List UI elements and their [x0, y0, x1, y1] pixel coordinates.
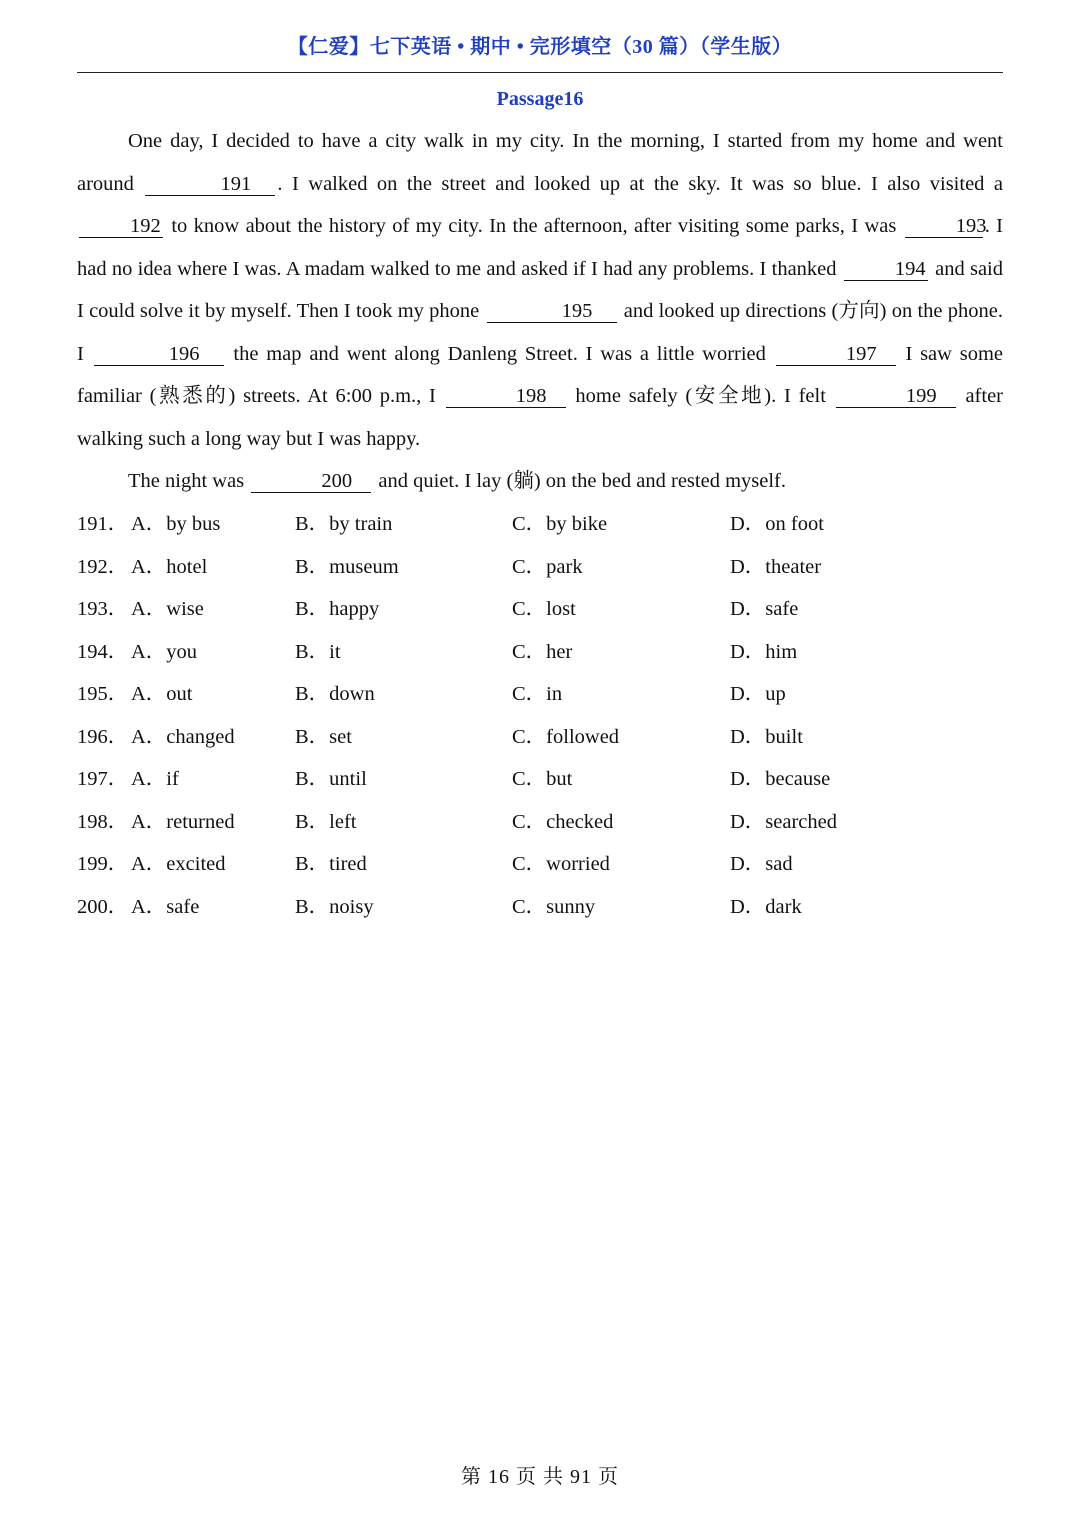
option-c[interactable]: C．her	[512, 640, 573, 663]
passage-text: the map and went along Danleng Street. I was a little worried	[225, 342, 774, 365]
option-d[interactable]: D．him	[730, 640, 798, 663]
option-d[interactable]: D．built	[730, 725, 803, 748]
question-number: 194．	[77, 640, 129, 663]
option-a[interactable]: A．changed	[131, 725, 235, 748]
passage-text: One day, I decided to have a city walk in my city. In the morning, I started from my home and went around	[77, 130, 1003, 195]
option-b[interactable]: B．down	[295, 683, 375, 705]
option-c[interactable]: C．checked	[512, 810, 614, 833]
passage-text: I saw some familiar (熟悉的) streets. At 6:00 p.m., I	[77, 342, 1004, 407]
answer-blank-197[interactable]: 197	[776, 343, 896, 366]
option-d[interactable]: D．sad	[730, 853, 793, 875]
option-c[interactable]: C．but	[512, 768, 573, 790]
answer-blank-196[interactable]: 196	[94, 343, 224, 366]
passage-text: to know about the history of my city. In the afternoon, after visiting some parks, I was	[165, 215, 903, 237]
option-d[interactable]: D．safe	[730, 598, 799, 620]
page-number-footer: 第 16 页 共 91 页	[461, 1466, 619, 1488]
option-c[interactable]: C．in	[512, 683, 563, 705]
question-row	[77, 886, 1003, 929]
option-b[interactable]: B．museum	[295, 555, 399, 578]
answer-blank-194[interactable]: 194	[844, 258, 928, 281]
passage-paragraph-1	[77, 120, 1003, 460]
option-a[interactable]: A．hotel	[131, 555, 208, 578]
question-options-list	[77, 503, 1003, 928]
option-a[interactable]: A．wise	[131, 598, 204, 620]
question-number: 197．	[77, 768, 129, 790]
answer-blank-193[interactable]: 193	[905, 215, 983, 238]
question-row	[77, 588, 1003, 631]
question-row	[77, 503, 1003, 546]
question-row	[77, 673, 1003, 716]
option-b[interactable]: B．happy	[295, 598, 380, 620]
answer-blank-195[interactable]: 195	[487, 300, 617, 323]
passage-text: after walking such a long way but I was happy.	[77, 385, 1003, 450]
option-a[interactable]: A．by bus	[131, 513, 221, 535]
option-a[interactable]: A．excited	[131, 853, 226, 875]
document-header-title: 【仁爱】七下英语 • 期中 • 完形填空（30 篇）（学生版）	[287, 36, 793, 58]
option-b[interactable]: B．by train	[295, 513, 393, 535]
option-b[interactable]: B．left	[295, 810, 357, 833]
option-a[interactable]: A．out	[131, 683, 193, 705]
option-c[interactable]: C．lost	[512, 598, 576, 620]
option-c[interactable]: C．park	[512, 555, 583, 578]
question-number: 200．	[77, 895, 129, 918]
question-number: 191．	[77, 513, 129, 535]
passage-paragraph-2	[77, 460, 1003, 503]
question-row	[77, 546, 1003, 589]
passage-text: and quiet. I lay (躺) on the bed and rested myself.	[373, 470, 787, 492]
option-b[interactable]: B．set	[295, 725, 352, 748]
option-c[interactable]: C．sunny	[512, 895, 596, 918]
passage-text: . I had no idea where I was. A madam walked to me and asked if I had any problems. I thanked	[77, 215, 1003, 280]
option-b[interactable]: B．it	[295, 640, 341, 663]
option-d[interactable]: D．because	[730, 768, 831, 790]
passage-text: home safely (安全地). I felt	[567, 385, 834, 407]
option-d[interactable]: D．searched	[730, 810, 838, 833]
option-a[interactable]: A．you	[131, 640, 198, 663]
question-number: 199．	[77, 853, 129, 875]
answer-blank-192[interactable]: 192	[79, 215, 163, 238]
option-a[interactable]: A．if	[131, 768, 179, 790]
passage-text: The night was	[128, 470, 250, 492]
option-d[interactable]: D．on foot	[730, 513, 824, 535]
answer-blank-198[interactable]: 198	[446, 385, 566, 408]
option-d[interactable]: D．up	[730, 683, 786, 705]
option-c[interactable]: C．by bike	[512, 513, 608, 535]
option-b[interactable]: B．tired	[295, 853, 367, 875]
option-c[interactable]: C．followed	[512, 725, 620, 748]
passage-title: Passage16	[496, 88, 584, 110]
question-row	[77, 758, 1003, 801]
option-a[interactable]: A．returned	[131, 810, 235, 833]
answer-blank-199[interactable]: 199	[836, 385, 956, 408]
question-number: 195．	[77, 683, 129, 705]
question-row	[77, 801, 1003, 844]
option-b[interactable]: B．noisy	[295, 895, 374, 918]
passage-text: and said I could solve it by myself. Then I took my phone	[77, 257, 1003, 322]
question-number: 196．	[77, 725, 129, 748]
option-a[interactable]: A．safe	[131, 895, 200, 918]
question-number: 192．	[77, 555, 129, 578]
question-number: 193．	[77, 598, 129, 620]
option-d[interactable]: D．theater	[730, 555, 822, 578]
option-c[interactable]: C．worried	[512, 853, 610, 875]
question-row	[77, 843, 1003, 886]
question-row	[77, 716, 1003, 759]
passage-text: and looked up directions (方向) on the phone. I	[77, 300, 1003, 365]
option-d[interactable]: D．dark	[730, 895, 802, 918]
passage-text: . I walked on the street and looked up at the sky. It was so blue. I also visited a	[277, 172, 1003, 195]
header-divider	[77, 72, 1003, 73]
option-b[interactable]: B．until	[295, 768, 367, 790]
answer-blank-200[interactable]: 200	[251, 470, 371, 493]
answer-blank-191[interactable]: 191	[145, 173, 275, 196]
question-row	[77, 631, 1003, 674]
passage-body	[77, 120, 1003, 503]
question-number: 198．	[77, 810, 129, 833]
